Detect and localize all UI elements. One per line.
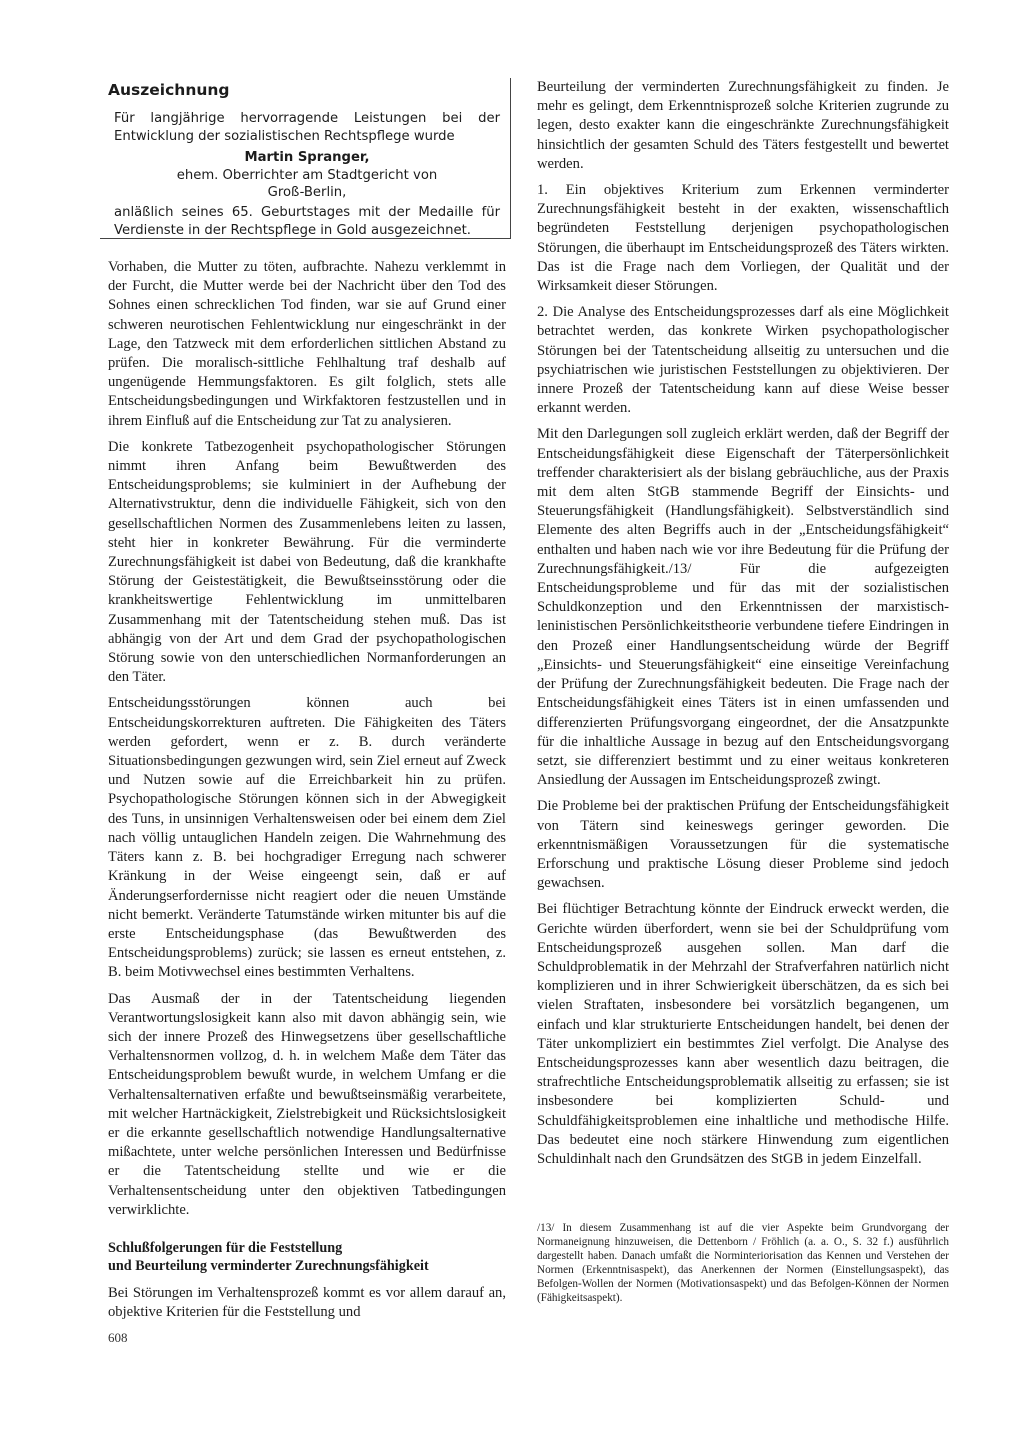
section-heading-line: und Beurteilung verminderter Zurechnungsfähigkeit [108,1258,429,1275]
paragraph: Das Ausmaß der in der Tatentscheidung liegenden Verantwortungslosigkeit kann also mit davon abhängig sein, wie sich der innere Prozeß des Hinwegsetzens über gesellschaftliche Verhaltensnormen vollzog, d. h. in welchem Maße dem Täter das Entscheidungsproblem bewußt wurde, in welchem Umfang er die Verhaltensalternativen erfaßte und bewußtseinsmäßig verarbeitete, mit welcher Hartnäckigkeit, Zielstrebigkeit und Rücksichtslosigkeit er die erkannte gesellschaftlich notwendige Handlungsalternative mißachtete, unter welche persönlichen Interessen und Bedürfnisse er die Tatentscheidung stellte und wie er die Verhaltensentscheidung unter den objektiven Tatbedingungen verwirklichte. [108,990,506,1218]
paragraph: Vorhaben, die Mutter zu töten, aufbrachte. Nahezu verklemmt in der Furcht, die Mutter werde bei der Nachricht über den Tod des Sohnes einen schrecklichen Tod finden, war sie auf Grund einer schweren neurotischen Fehlentwicklung nur eingeschränkt in der Lage, den Tatzweck mit dem erforderlichen sittlichen Abstand zu prüfen. Die moralisch-sittliche Fehlhaltung traf deshalb auf ungenügende Hemmungsfaktoren. Es gilt folglich, stets alle Entscheidungsbedingungen und Wirkfaktoren festzustellen und in ihrem Einfluß auf die Entscheidung zur Tat zu analysieren. [108,259,506,429]
award-recipient-city: Groß-Berlin, [267,185,347,201]
award-title: Auszeichnung [108,81,230,99]
paragraph: 2. Die Analyse des Entscheidungsprozesses darf als eine Möglichkeit betrachtet werden, das konkrete Wirken psychopathologischer Störungen bei der Tatentscheidung allseitig zu untersuchen und die psychiatrischen wie juristischen Feststellungen zu objektivieren. Der innere Prozeß der Tatentscheidung kann auf diese Weise besser erkannt werden. [537,304,949,417]
section-heading-line: Schlußfolgerungen für die Feststellung [108,1239,343,1256]
award-intro: Für langjährige hervorragende Leistungen bei der Entwicklung der sozialistischen Rechtspflege wurde [114,111,500,144]
footnote: /13/ In diesem Zusammenhang ist auf die vier Aspekte beim Grundvorgang der Normaneignung hinzuweisen, die Dettenborn / Fröhlich (a. a. O., S. 32 f.) ausführlich dargestellt haben. Danach umfaßt die Norminteriorisation das Kennen und Verstehen der Normen (Erkenntnisaspekt), das Anerkennen der Normen (Einstellungsaspekt), das Befolgen-Wollen der Normen (Motivationsaspekt) und das Befolgen-Können der Normen (Fähigkeitsaspekt). [537,1222,949,1304]
left-column [108,258,506,1329]
award-recipient-name: Martin Spranger, [244,150,370,166]
paragraph: Mit den Darlegungen soll zugleich erklärt werden, daß der Begriff der Entscheidungsfähigkeit diese Eigenschaft der Täterpersönlichkeit treffender charakterisiert als der bislang gebräuchliche, aus der Praxis mit dem alten StGB stammende Begriff der Einsichts- und Steuerungsfähigkeit (Handlungsfähigkeit). Selbstverständlich sind Elemente des alten Begriffs auch in der „Entscheidungsfähigkeit“ enthalten und haben nach wie vor ihre Bedeutung für die Prüfung der Zurechnungsfähigkeit./13/ Für die aufgezeigten Entscheidungsprobleme und für das mit der sozialistischen Schuldkonzeption und den Erkenntnissen der marxistisch-leninistischen Persönlichkeitstheorie verbundene tiefere Eindringen in den Prozeß einer Handlungsentscheidung würde der Begriff „Einsichts- und Steuerungsfähigkeit“ eine einseitige Vereinfachung der Prüfung der Zurechnungsfähigkeit bedeuten. Die Frage nach der Entscheidungsfähigkeit eines Täters ist in einen umfassenden und differenzierten Prüfungsvorgang eingeordnet, der die Ansatzpunkte für die inhaltliche Aussage in bezug auf den Entscheidungsvorgang setzt, sie differenziert bestimmt und zu einer weitaus konkreteren Ansiedlung der Aussagen im Entscheidungsprozeß zwingt. [537,426,949,789]
award-body [114,110,500,239]
paragraph: Bei Störungen im Verhaltensprozeß kommt es vor allem darauf an, objektive Kriterien für die Feststellung und [108,1284,506,1321]
award-recipient-position: ehem. Oberrichter am Stadtgericht von [176,167,438,183]
paragraph: Die konkrete Tatbezogenheit psychopathologischer Störungen nimmt ihren Anfang beim Bewußtwerden des Entscheidungsproblems; sie kulminiert in der Aufhebung der Alternativstruktur, denn die individuelle Fähigkeit, sich von den gesellschaftlichen Normen des Zusammenlebens leiten zu lassen, steht hier in konkreter Bewährung. Für die verminderte Zurechnungsfähigkeit ist dabei von Bedeutung, daß die krankhafte Störung der Geistestätigkeit, die Bewußtseinsstörung oder die krankheitswertige Fehlentwicklung im unmittelbaren Zusammenhang mit der Tatentscheidung stehen muß. Das ist abhängig von der Art und dem Grad der psychopathologischen Störung sowie von den unterschiedlichen Normanforderungen an den Täter. [108,438,506,686]
paragraph: Beurteilung der verminderten Zurechnungsfähigkeit zu finden. Je mehr es gelingt, dem Erkenntnisprozeß solche Kriterien zugrunde zu legen, desto exakter kann die eingeschränkte Zurechnungsfähigkeit hinsichtlich der gesamten Schuld des Täters festgestellt und bewertet werden. [537,79,949,172]
right-column [537,78,949,1176]
page-number: 608 [108,1330,128,1345]
paragraph: Entscheidungsstörungen können auch bei Entscheidungskorrekturen auftreten. Die Fähigkeiten des Täters werden gefordert, wenn er z. B. durch veränderte Situationsbedingungen gezwungen wird, sein Ziel erneut auf Zweck und Nutzen sowie auf die Erreichbarkeit hin zu prüfen. Psychopathologische Störungen können sich in der Abwegigkeit des Tuns, in unsinnigen Verhaltensweisen oder bei einem dem Ziel nach völlig untauglichen Handeln zeigen. Die Wahrnehmung des Täters kann z. B. bei hochgradiger Erregung nach schwerer Kränkung in der Weise eingeengt sein, daß er auf Änderungserfordernisse nicht reagiert oder die neuen Umstände nicht bemerkt. Veränderte Tatumstände wirken mitunter bis auf die erste Entscheidungsphase (das Bewußtwerden des Entscheidungsproblems) zurück; sie lassen es erneut entstehen, z. B. beim Motivwechsel eines bestimmten Verhaltens. [108,695,506,981]
award-box [100,78,511,239]
award-outro: anläßlich seines 65. Geburtstages mit der Medaille für Verdienste in der Rechtspflege in Gold ausgezeichnet. [114,204,500,238]
award-recipient [114,149,500,202]
paragraph: 1. Ein objektives Kriterium zum Erkennen verminderter Zurechnungsfähigkeit besteht in der exakten, wissenschaftlich begründeten Feststellung derjenigen psychopathologischen Störungen, die überhaupt im Entscheidungsprozeß des Täters wirkten. Das ist die Frage nach dem Vorliegen, der Qualität und der Wirksamkeit dieser Störungen. [537,182,949,295]
paragraph: Die Probleme bei der praktischen Prüfung der Entscheidungsfähigkeit von Tätern sind keineswegs geringer geworden. Die erkenntnismäßigen Voraussetzungen für die systematische Erforschung und praktische Lösung dieser Probleme sind jedoch gewachsen. [537,798,949,892]
paragraph: Bei flüchtiger Betrachtung könnte der Eindruck erweckt werden, die Gerichte würden überfordert, wenn sie bei der Schuldprüfung vom Entscheidungsprozeß ausgehen sollen. Man darf die Schuldproblematik in der Mehrzahl der Strafverfahren natürlich nicht komplizieren und in ihrer Schwierigkeit überschätzen, da es sich bei vielen Straftaten, insbesondere bei vorsätzlich begangenen, um einfach und klar strukturierte Entscheidungen handelt, bei denen der Täter unkompliziert ein bestimmtes Ziel verfolgt. Die Analyse des Entscheidungsprozesses kann aber wesentlich dazu beitragen, die strafrechtliche Entscheidungsproblematik allseitig zu erfassen; sie ist insbesondere bei komplizierten Schuld- und Schuldfähigkeitsproblemen eine inhaltliche und methodische Hilfe. Das bedeutet eine noch stärkere Hinwendung zum eigentlichen Schuldinhalt nach den Grundsätzen des StGB in jedem Einzelfall. [537,901,949,1167]
section-heading [108,1239,506,1276]
